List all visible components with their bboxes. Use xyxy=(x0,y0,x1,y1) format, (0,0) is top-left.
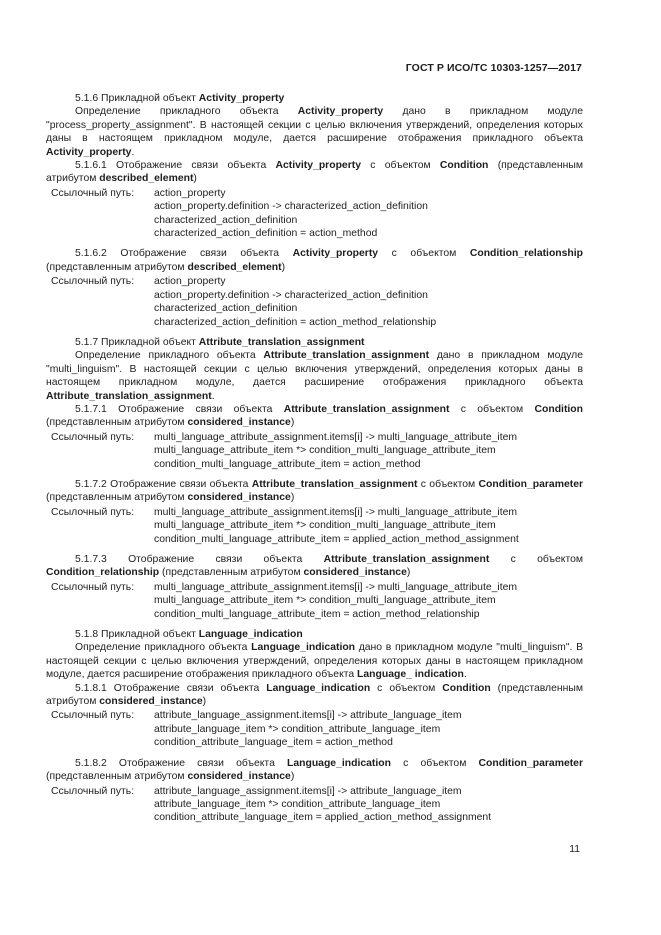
path-line: multi_language_attribute_item *> condition_multi_language_attribute_item xyxy=(154,520,496,532)
path-line: attribute_language_item *> condition_attribute_language_item xyxy=(154,723,441,735)
path-line: condition_multi_language_attribute_item = action_method_relationship xyxy=(154,608,480,620)
reference-path-label: Ссылочный путь: xyxy=(51,506,135,518)
path-line: characterized_action_definition xyxy=(154,214,298,226)
reference-path-lines xyxy=(154,275,583,329)
path-line: multi_language_attribute_assignment.items[i] -> multi_language_attribute_item xyxy=(154,431,518,443)
reference-path-lines xyxy=(154,431,583,471)
reference-path-5-1-6-1 xyxy=(46,187,583,241)
reference-path-5-1-7-1 xyxy=(46,431,583,471)
reference-path-5-1-7-2 xyxy=(46,506,583,546)
standard-header: ГОСТ Р ИСО/ТС 10303-1257—2017 xyxy=(405,62,582,74)
reference-path-5-1-6-2 xyxy=(46,275,583,329)
page-content xyxy=(46,92,583,825)
path-line: action_property.definition -> characterized_action_definition xyxy=(154,201,428,213)
reference-path-lines xyxy=(154,785,583,825)
section-heading-5-1-8: 5.1.8 Прикладной объект Language_indication xyxy=(75,629,303,641)
path-line: attribute_language_assignment.items[i] -> attribute_language_item xyxy=(154,785,462,797)
reference-path-label: Ссылочный путь: xyxy=(51,785,135,797)
section-heading-5-1-6: 5.1.6 Прикладной объект Activity_property xyxy=(75,93,285,104)
path-line: action_property xyxy=(154,276,226,288)
path-line: multi_language_attribute_assignment.items[i] -> multi_language_attribute_item xyxy=(154,581,518,593)
subsection-5-1-6-2: 5.1.6.2 Отображение связи объекта Activity_property с объектом Condition_relationship (представленным атрибутом described_element) xyxy=(46,248,583,273)
path-line: characterized_action_definition xyxy=(154,303,298,315)
path-line: multi_language_attribute_assignment.items[i] -> multi_language_attribute_item xyxy=(154,506,518,518)
subsection-5-1-6-1: 5.1.6.1 Отображение связи объекта Activity_property с объектом Condition (представленным атрибутом described_element) xyxy=(46,160,583,185)
reference-path-lines xyxy=(154,709,583,749)
section-heading-5-1-7: 5.1.7 Прикладной объект Attribute_translation_assignment xyxy=(75,336,365,348)
subsection-5-1-8-1: 5.1.8.1 Отображение связи объекта Language_indication с объектом Condition (представленным атрибутом considered_instance) xyxy=(46,682,583,708)
subsection-5-1-7-3: 5.1.7.3 Отображение связи объекта Attribute_translation_assignment с объектом Condition_relationship (представленным атрибутом considered_instance) xyxy=(46,554,584,579)
reference-path-label: Ссылочный путь: xyxy=(51,187,135,199)
reference-path-label: Ссылочный путь: xyxy=(51,710,135,722)
path-line: action_property xyxy=(154,187,226,199)
path-line: condition_multi_language_attribute_item = action_method xyxy=(154,458,421,470)
page-number: 11 xyxy=(569,844,580,855)
reference-path-lines xyxy=(154,581,583,621)
section-definition-5-1-6: Определение прикладного объекта Activity_property дано в прикладном модуле "process_property_assignment". В настоящей секции с целью включения утверждений, определения которых даны в настоящем прикладном модуле, дается расширение отображения прикладного объекта Activity_property. xyxy=(46,106,583,158)
path-line: multi_language_attribute_item *> condition_multi_language_attribute_item xyxy=(154,595,496,607)
path-line: multi_language_attribute_item *> condition_multi_language_attribute_item xyxy=(154,445,496,457)
subsection-5-1-7-2: 5.1.7.2 Отображение связи объекта Attribute_translation_assignment с объектом Condition_parameter (представленным атрибутом considered_instance) xyxy=(46,478,584,504)
path-line: action_property.definition -> characterized_action_definition xyxy=(154,289,428,301)
section-definition-5-1-7: Определение прикладного объекта Attribute_translation_assignment дано в прикладном модуле "multi_linguism". В настоящей секции с целью включения утверждений, определения которых даны в настоящем прикладном модуле, дается расширение отображения прикладного объекта Attribute_translation_assignment. xyxy=(46,350,583,402)
path-line: characterized_action_definition = action_method xyxy=(154,228,378,240)
reference-path-5-1-8-2 xyxy=(46,785,583,825)
path-line: attribute_language_item *> condition_attribute_language_item xyxy=(154,798,441,810)
path-line: characterized_action_definition = action_method_relationship xyxy=(154,316,437,328)
reference-path-label: Ссылочный путь: xyxy=(51,431,135,443)
path-line: condition_attribute_language_item = action_method xyxy=(154,737,393,749)
path-line: attribute_language_assignment.items[i] -> attribute_language_item xyxy=(154,710,462,722)
reference-path-5-1-7-3 xyxy=(46,581,583,621)
path-line: condition_multi_language_attribute_item = applied_action_method_assignment xyxy=(154,533,519,545)
reference-path-label: Ссылочный путь: xyxy=(51,276,135,288)
subsection-5-1-8-2: 5.1.8.2 Отображение связи объекта Language_indication с объектом Condition_parameter (представленным атрибутом considered_instance) xyxy=(46,757,583,783)
reference-path-5-1-8-1 xyxy=(46,709,583,749)
section-definition-5-1-8: Определение прикладного объекта Language_indication дано в прикладном модуле "multi_linguism". В настоящей секции с целью включения утверждений, определения которых даны в настоящем прикладном модуле, дается расширение отображения прикладного объекта Language_ indication. xyxy=(46,642,583,681)
path-line: condition_attribute_language_item = applied_action_method_assignment xyxy=(154,812,492,824)
subsection-5-1-7-1: 5.1.7.1 Отображение связи объекта Attribute_translation_assignment с объектом Condition (представленным атрибутом considered_instance) xyxy=(46,403,583,429)
reference-path-label: Ссылочный путь: xyxy=(51,581,135,593)
reference-path-lines xyxy=(154,187,583,241)
reference-path-lines xyxy=(154,506,583,546)
